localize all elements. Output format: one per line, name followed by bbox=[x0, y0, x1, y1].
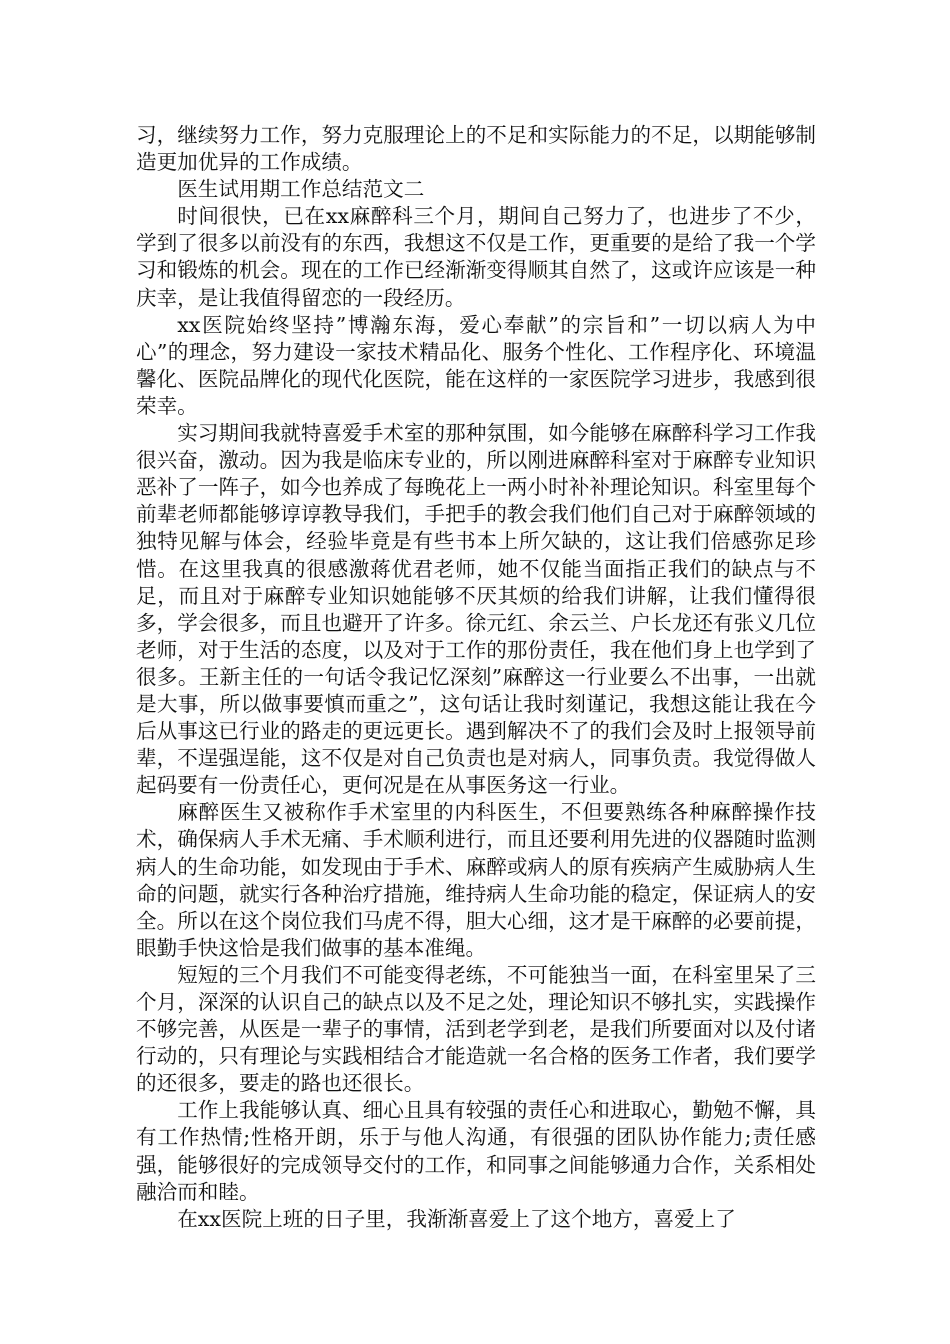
paragraph: 实习期间我就特喜爱手术室的那种氛围，如今能够在麻醉科学习工作我很兴奋，激动。因为我是临床专业的，所以刚进麻醉科室对于麻醉专业知识恶补了一阵子，如今也养成了每晚花上一两小时补补理论知识。科室里每个前辈老师都能够谆谆教导我们，手把手的教会我们他们自己对于麻醉领域的独特见解与体会，经验毕竟是有些书本上所欠缺的，这让我们倍感弥足珍惜。在这里我真的很感激蒋优君老师，她不仅能当面指正我们的缺点与不足，而且对于麻醉专业知识她能够不厌其烦的给我们讲解，让我们懂得很多，学会很多，而且也避开了许多。徐元红、余云兰、户长龙还有张义几位老师，对于生活的态度，以及对于工作的那份责任，我在他们身上也学到了很多。王新主任的一句话令我记忆深刻”麻醉这一行业要么不出事，一出就是大事，所以做事要慎而重之”，这句话让我时刻谨记，我想这能让我在今后从事这已行业的路走的更远更长。遇到解决不了的我们会及时上报领导前辈，不逞强逞能，这不仅是对自己负责也是对病人，同事负责。我觉得做人起码要有一份责任心，更何况是在从事医务这一行业。 bbox=[136, 421, 816, 798]
paragraph: xx医院始终坚持”博瀚东海，爱心奉献”的宗旨和”一切以病人为中心”的理念，努力建设一家技术精品化、服务个性化、工作程序化、环境温馨化、医院品牌化的现代化医院，能在这样的一家医院学习进步，我感到很荣幸。 bbox=[136, 312, 816, 418]
paragraph: 麻醉医生又被称作手术室里的内科医生，不但要熟练各种麻醉操作技术，确保病人手术无痛、手术顺利进行，而且还要利用先进的仪器随时监测病人的生命功能，如发现由于手术、麻醉或病人的原有疾病产生威胁病人生命的问题，就实行各种治疗措施，维持病人生命功能的稳定，保证病人的安全。所以在这个岗位我们马虎不得，胆大心细，这才是干麻醉的必要前提，眼勤手快这恰是我们做事的基本准绳。 bbox=[136, 800, 816, 960]
paragraph: 在xx医院上班的日子里，我渐渐喜爱上了这个地方，喜爱上了 bbox=[177, 1206, 736, 1231]
section-heading: 医生试用期工作总结范文二 bbox=[177, 177, 425, 202]
paragraph: 时间很快，已在xx麻醉科三个月，期间自己努力了，也进步了不少，学到了很多以前没有的东西，我想这不仅是工作，更重要的是给了我一个学习和锻炼的机会。现在的工作已经渐渐变得顺其自然了，这或许应该是一种庆幸，是让我值得留恋的一段经历。 bbox=[136, 204, 816, 310]
document-body bbox=[136, 122, 816, 1233]
paragraph: 工作上我能够认真、细心且具有较强的责任心和进取心，勤勉不懈，具有工作热情;性格开朗，乐于与他人沟通，有很强的团队协作能力;责任感强，能够很好的完成领导交付的工作，和同事之间能够通力合作，关系相处融洽而和睦。 bbox=[136, 1098, 816, 1204]
paragraph-continued: 习，继续努力工作，努力克服理论上的不足和实际能力的不足，以期能够制造更加优异的工作成绩。 bbox=[136, 123, 816, 175]
paragraph: 短短的三个月我们不可能变得老练，不可能独当一面，在科室里呆了三个月，深深的认识自己的缺点以及不足之处，理论知识不够扎实，实践操作不够完善，从医是一辈子的事情，活到老学到老，是我们所要面对以及付诸行动的，只有理论与实践相结合才能造就一名合格的医务工作者，我们要学的还很多，要走的路也还很长。 bbox=[136, 962, 816, 1096]
